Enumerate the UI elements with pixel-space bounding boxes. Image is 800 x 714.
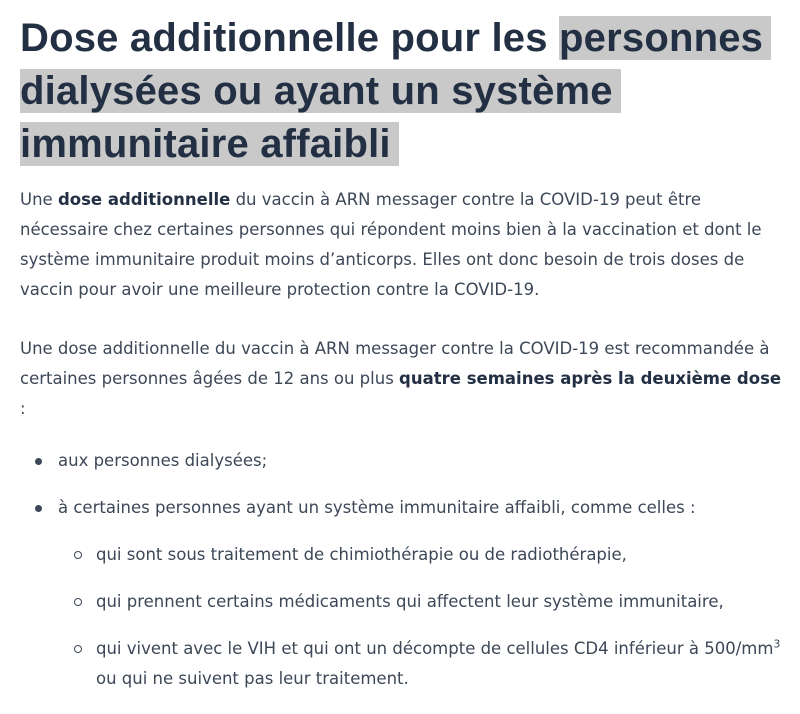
page-title-plain: Dose additionnelle pour les xyxy=(20,16,560,60)
sub-list-item xyxy=(58,634,790,694)
bullet-icon xyxy=(35,505,42,512)
list-item-immunocompromised: à certaines personnes ayant un système immunitaire affaibli, comme celles : xyxy=(58,498,696,517)
page-title-highlighted: personnes dialysées ou ayant un système immunitaire affaibli xyxy=(20,16,771,166)
superscript-3: 3 xyxy=(773,637,781,651)
circle-bullet-icon xyxy=(74,645,82,653)
list-item xyxy=(20,493,790,694)
list-item-dialysis: aux personnes dialysées; xyxy=(58,451,268,470)
intro-bold-term: dose additionnelle xyxy=(57,190,231,209)
intro-text-start: Une xyxy=(20,190,58,209)
intro-paragraph xyxy=(20,185,790,305)
circle-bullet-icon xyxy=(74,551,82,559)
sub-list xyxy=(58,540,790,694)
eligibility-list xyxy=(20,446,790,694)
sub-item-hiv-text-end: ou qui ne suivent pas leur traitement. xyxy=(96,669,409,688)
sub-item-medications: qui prennent certains médicaments qui affectent leur système immunitaire, xyxy=(96,592,724,611)
recommendation-bold-timing: quatre semaines après la deuxième dose xyxy=(399,369,782,388)
intro-text-rest: du vaccin à ARN messager contre la COVID-19 peut être nécessaire chez certaines personnes qui répondent moins bien à la vaccination et dont le système immunitaire produit moins d’anticorps. Elles ont donc besoin de trois doses de vaccin pour avoir une meilleure protection contre la COVID-19. xyxy=(20,190,762,299)
recommendation-paragraph xyxy=(20,334,790,424)
recommendation-text-end: : xyxy=(20,399,26,418)
circle-bullet-icon xyxy=(74,598,82,606)
sub-item-hiv xyxy=(96,639,780,688)
article xyxy=(20,12,790,711)
recommendation-text-start: Une dose additionnelle du vaccin à ARN messager contre la COVID-19 est recommandée à certaines personnes âgées de 12 ans ou plus xyxy=(20,339,770,388)
sub-item-chemotherapy: qui sont sous traitement de chimiothérapie ou de radiothérapie, xyxy=(96,545,627,564)
bullet-icon xyxy=(35,458,42,465)
list-item xyxy=(20,446,790,476)
sub-item-hiv-text: qui vivent avec le VIH et qui ont un décompte de cellules CD4 inférieur à 500/mm xyxy=(96,639,774,658)
sub-list-item xyxy=(58,587,790,617)
page-title xyxy=(20,12,790,171)
sub-list-item xyxy=(58,540,790,570)
